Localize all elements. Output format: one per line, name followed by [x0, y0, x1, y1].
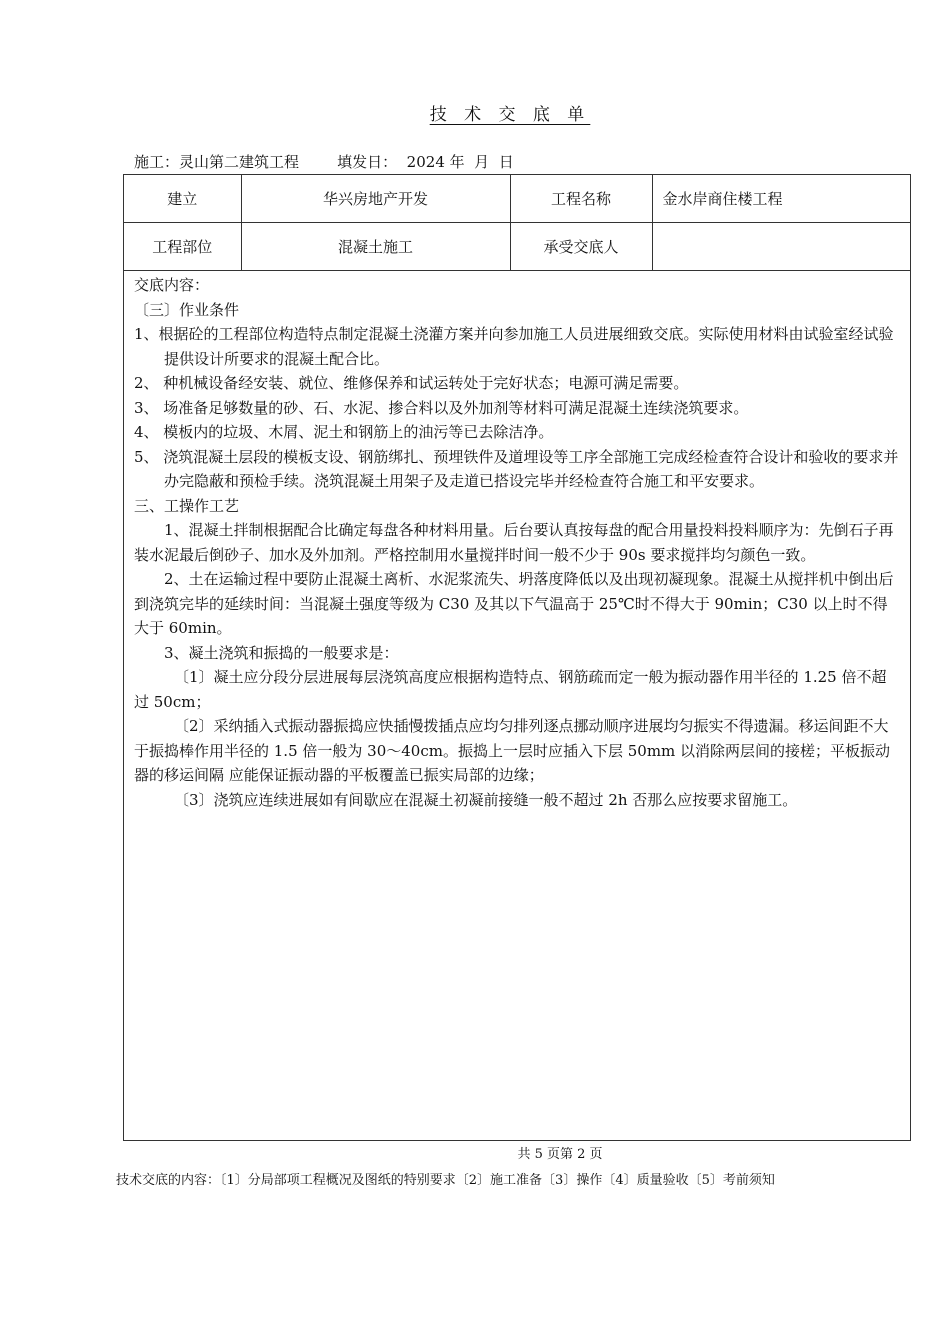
list-item: 1、根据砼的工程部位构造特点制定混凝土浇灌方案并向参加施工人员进展细致交底。实际使用材料由试验室经试验提供设计所要求的混凝土配合比。 — [134, 325, 894, 368]
label-project-part: 工程部位 — [124, 223, 241, 271]
paragraph: 2、土在运输过程中要防止混凝土离析、水泥浆流失、坍落度降低以及出现初凝现象。混凝土从搅拌机中倒出后到浇筑完毕的延续时间：当混凝土强度等级为 C30 及其以下气温高于 25℃时不得大于 90min；C30 以上时不得大于 60min。 — [134, 570, 894, 637]
paragraph: 〔1〕凝土应分段分层进展每层浇筑高度应根据构造特点、钢筋疏而定一般为振动器作用半径的 1.25 倍不超过 50cm； — [134, 668, 887, 711]
footer-note: 技术交底的内容：〔1〕分局部项工程概况及图纸的特别要求〔2〕施工准备〔3〕操作〔4〕质量验收〔5〕考前须知 — [116, 1173, 775, 1188]
list-item: 3、 场准备足够数量的砂、石、水泥、掺合料以及外加剂等材料可满足混凝土连续浇筑要求。 — [134, 398, 749, 417]
header-table — [124, 175, 910, 271]
label-builder: 建立 — [124, 175, 241, 223]
value-receiver — [652, 223, 910, 271]
paragraph: 〔2〕采纳插入式振动器振捣应快插慢拨插点应均匀排列逐点挪动顺序进展均匀振实不得遗漏。移运间距不大于振捣棒作用半径的 1.5 倍一般为 30～40cm。振捣上一层时应插入下层 50mm 以消除两层间的接槎；平板振动器的移运间隔 应能保证振动器的平板覆盖已振实局部的边缘； — [134, 717, 891, 784]
section-craft: 三、工操作工艺 — [134, 496, 240, 515]
meta-line: 施工：灵山第二建筑工程 填发日： 2024 年 月 日 — [134, 153, 514, 171]
content-label: 交底内容： — [134, 276, 210, 294]
value-builder: 华兴房地产开发 — [241, 175, 510, 223]
table-row — [124, 223, 910, 271]
page-number: 共 5 页第 2 页 — [517, 1147, 603, 1162]
value-project-part: 混凝土施工 — [241, 223, 510, 271]
label-receiver: 承受交底人 — [510, 223, 652, 271]
list-item: 2、 种机械设备经安装、就位、维修保养和试运转处于完好状态；电源可满足需要。 — [134, 374, 689, 392]
paragraph: 3、凝土浇筑和振捣的一般要求是： — [164, 643, 399, 662]
list-item: 5、 浇筑混凝土层段的模板支设、钢筋绑扎、预埋铁件及道埋设等工序全部施工完成经检查符合设计和验收的要求并办完隐蔽和预检手续。浇筑混凝土用架子及走道已搭设完毕并经检查符合施工和平安要求。 — [134, 447, 899, 490]
paragraph: 1、混凝土拌制根据配合比确定每盘各种材料用量。后台要认真按每盘的配合用量投料投料顺序为：先倒石子再装水泥最后倒砂子、加水及外加剂。严格控制用水量搅拌时间一般不少于 90s 要求搅拌均匀颜色一致。 — [134, 521, 894, 564]
paragraph: 〔3〕浇筑应连续进展如有间歇应在混凝土初凝前接缝一般不超过 2h 否那么应按要求留施工。 — [174, 790, 798, 809]
label-project-name: 工程名称 — [510, 175, 652, 223]
section-work-conditions: 〔三〕作业条件 — [134, 300, 240, 319]
list-item: 4、 模板内的垃圾、木屑、泥土和钢筋上的油污等已去除洁净。 — [134, 423, 554, 441]
disclosure-form — [123, 174, 911, 1141]
disclosure-content — [124, 271, 910, 812]
document-title: 技 术 交 底 单 — [429, 105, 591, 125]
value-project-name: 金水岸商住楼工程 — [652, 175, 910, 223]
table-row — [124, 175, 910, 223]
